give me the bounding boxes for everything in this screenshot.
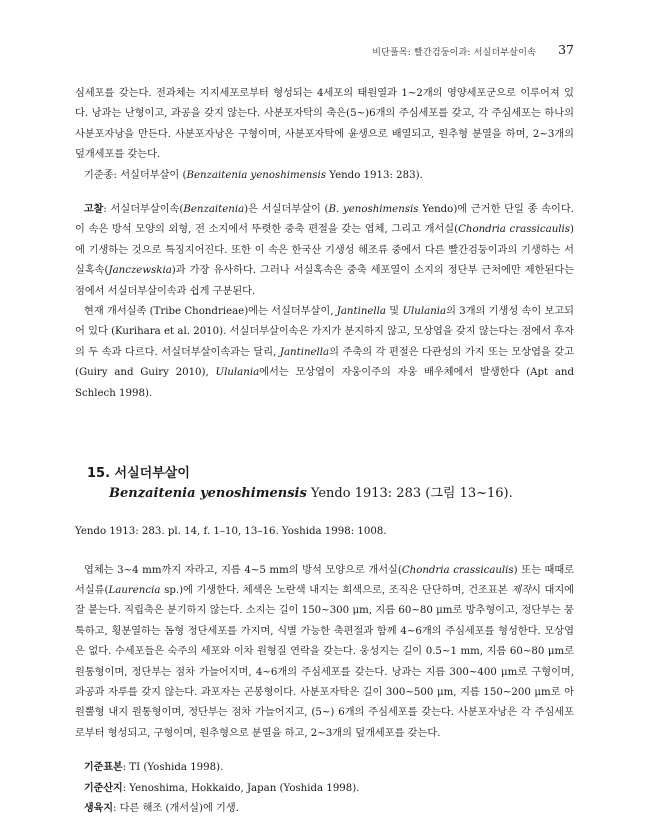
genus-name: Ululania — [215, 367, 260, 379]
remarks-paragraph-1 — [75, 200, 574, 302]
italic-word: 제작 — [511, 584, 531, 596]
genus-name: Janczewskia — [108, 265, 172, 277]
habitat-value: : 다른 해조 (개서실)에 기생. — [112, 802, 239, 814]
remarks-text: )과 가장 유사하다. 그러나 서실혹속은 중축 세포열이 소지의 정단부 근처에만 제한된다는 점에서 서실더부살이속과 쉽게 구분된다. — [75, 265, 574, 297]
intro-paragraph: 심세포를 갖는다. 전과체는 지지세포로부터 형성되는 4세포의 태원열과 1~2개의 영양세포군으로 이루어져 있다. 낭과는 난형이고, 과공을 갖지 않는다. 사분포자탁의 축은(5~)6개의 주심세포를 갖고, 각 주심세포는 하나의 사분포자낭을 만든다. 사분포자낭은 구형이며, 사분포자탁에 윤생으로 배열되고, 원추형 분열을 하며, 2~3개의 덮개세포를 갖는다. — [75, 88, 574, 161]
genus-name: Laurencia — [108, 584, 161, 596]
description-paragraph — [75, 561, 574, 745]
remarks-text: Yendo)에 근거한 단일 종 속이다. 이 속은 방석 모양의 외형, 전 소지에서 뚜렷한 중축 편절을 갖는 엽체, 그리고 개서실( — [75, 204, 574, 236]
habitat-label: 생육지 — [84, 802, 113, 814]
synonymy-line: Yendo 1913: 283. pl. 14, f. 1–10, 13–16. Yoshida 1998: 1008. — [75, 526, 387, 538]
remarks-text: )에 기생하는 것으로 특징지어진다. 또한 이 속은 한국산 기생성 해조류 중에서 다른 빨간검둥이과의 기생하는 서실혹속( — [75, 224, 574, 277]
remarks-text: 및 — [386, 306, 403, 318]
page-content — [75, 84, 574, 819]
page-number: 37 — [558, 42, 574, 57]
page-header — [75, 40, 574, 60]
genus-name: Ululania — [402, 306, 447, 318]
description-text: 시 대지에 잘 붙는다. 직립축은 분기하지 않는다. 소지는 길이 150~300 μm, 지름 60~80 μm로 방추형이고, 정단부는 뭉툭하고, 횡분열하는 돔형 정단세포를 가지며, 식별 가능한 축편절과 함께 4~6개의 주심세포를 형성한다. 모상엽은 없다. 수세포들은 숙주의 세포와 이차 원형질 연락을 갖는다. 웅성지는 길이 0.5~1 mm, 지름 60~80 μm로 원통형이며, 정단부는 점차 가늘어지며, 4~6개의 주심세포를 갖는다. 낭과는 지름 300~400 μm로 구형이며, 과공과 자루를 갖지 않는다. 과포자는 곤봉형이다. 사분포자탁은 길이 300~500 μm, 지름 150~200 μm로 아원뿔형 내지 원통형이며, 정단부는 점차 가늘어지고, (5~) 6개의 주심세포를 갖는다. 사분포자낭은 각 주심세포로부터 형성되고, 구형이며, 원추형으로 분열을 하고, 2~3개의 덮개세포를 갖는다. — [75, 584, 574, 739]
habitat-line — [75, 799, 574, 819]
scientific-name-citation: Yendo 1913: 283 (그림 13~16). — [306, 486, 513, 502]
type-locality-line — [75, 779, 574, 799]
remarks-text: 의 3개의 기생성 속이 보고되어 있다 (Kurihara et al. 2010). 서실더부살이속은 가지가 분지하지 않고, 모상엽을 갖지 않는다는 점에서 후자의 두 속과 다르다. 서실더부살이속과는 달리, — [75, 306, 575, 358]
description-text: sp.)에 기생한다. 체색은 노란색 내지는 회색으로, 조직은 단단하며, 건조표본 — [160, 584, 512, 596]
type-species-label: 기준종: — [84, 169, 117, 181]
section-heading: 15. 서실더부살이 — [87, 466, 190, 482]
type-species-text: 서실더부살이 ( — [120, 169, 187, 181]
remarks-paragraph-2 — [75, 302, 574, 404]
remarks-text: 에서는 모상엽이 자웅이주의 자웅 배우체에서 발생한다 (Apt and Schlech 1998). — [75, 367, 574, 399]
species-name: B. yenoshimensis — [328, 204, 419, 216]
scientific-name: Benzaitenia yenoshimensis — [109, 486, 307, 502]
type-locality-label: 기준산지 — [84, 782, 123, 794]
host-name: Chondria crassicaulis — [458, 224, 570, 236]
type-species-line — [75, 166, 574, 186]
description-text: ) 또는 때때로 서실류( — [75, 564, 575, 596]
genus-name: Jantinella — [336, 306, 387, 318]
remarks-text: : 서실더부살이속( — [103, 204, 184, 216]
type-specimen-value: : TI (Yoshida 1998). — [122, 762, 224, 774]
type-species-citation: Yendo 1913: 283). — [326, 169, 423, 181]
genus-name: Benzaitenia — [183, 204, 245, 216]
remarks-text: 현재 개서실족 (Tribe Chondrieae)에는 서실더부살이, — [84, 306, 337, 318]
genus-name: Jantinella — [279, 346, 330, 358]
remarks-label: 고찰 — [84, 204, 104, 216]
running-title: 비단풀목: 빨간검둥이과: 서실더부살이속 — [372, 48, 536, 58]
remarks-text: 의 주축의 각 편절은 다관성의 가지 또는 모상엽을 갖고 (Guiry and Guiry 2010), — [75, 346, 574, 379]
remarks-text: )은 서실더부살이 ( — [244, 204, 329, 216]
type-specimen-label: 기준표본 — [84, 762, 123, 774]
type-locality-value: : Yenoshima, Hokkaido, Japan (Yoshida 1998). — [122, 782, 360, 794]
type-specimen-line — [75, 758, 574, 778]
type-species-name: Benzaitenia yenoshimensis — [186, 169, 327, 181]
host-name: Chondria crassicaulis — [401, 564, 514, 576]
section-scientific-name — [109, 484, 574, 504]
description-text: 엽체는 3~4 mm까지 자라고, 지름 4~5 mm의 방석 모양으로 개서실( — [84, 564, 402, 576]
